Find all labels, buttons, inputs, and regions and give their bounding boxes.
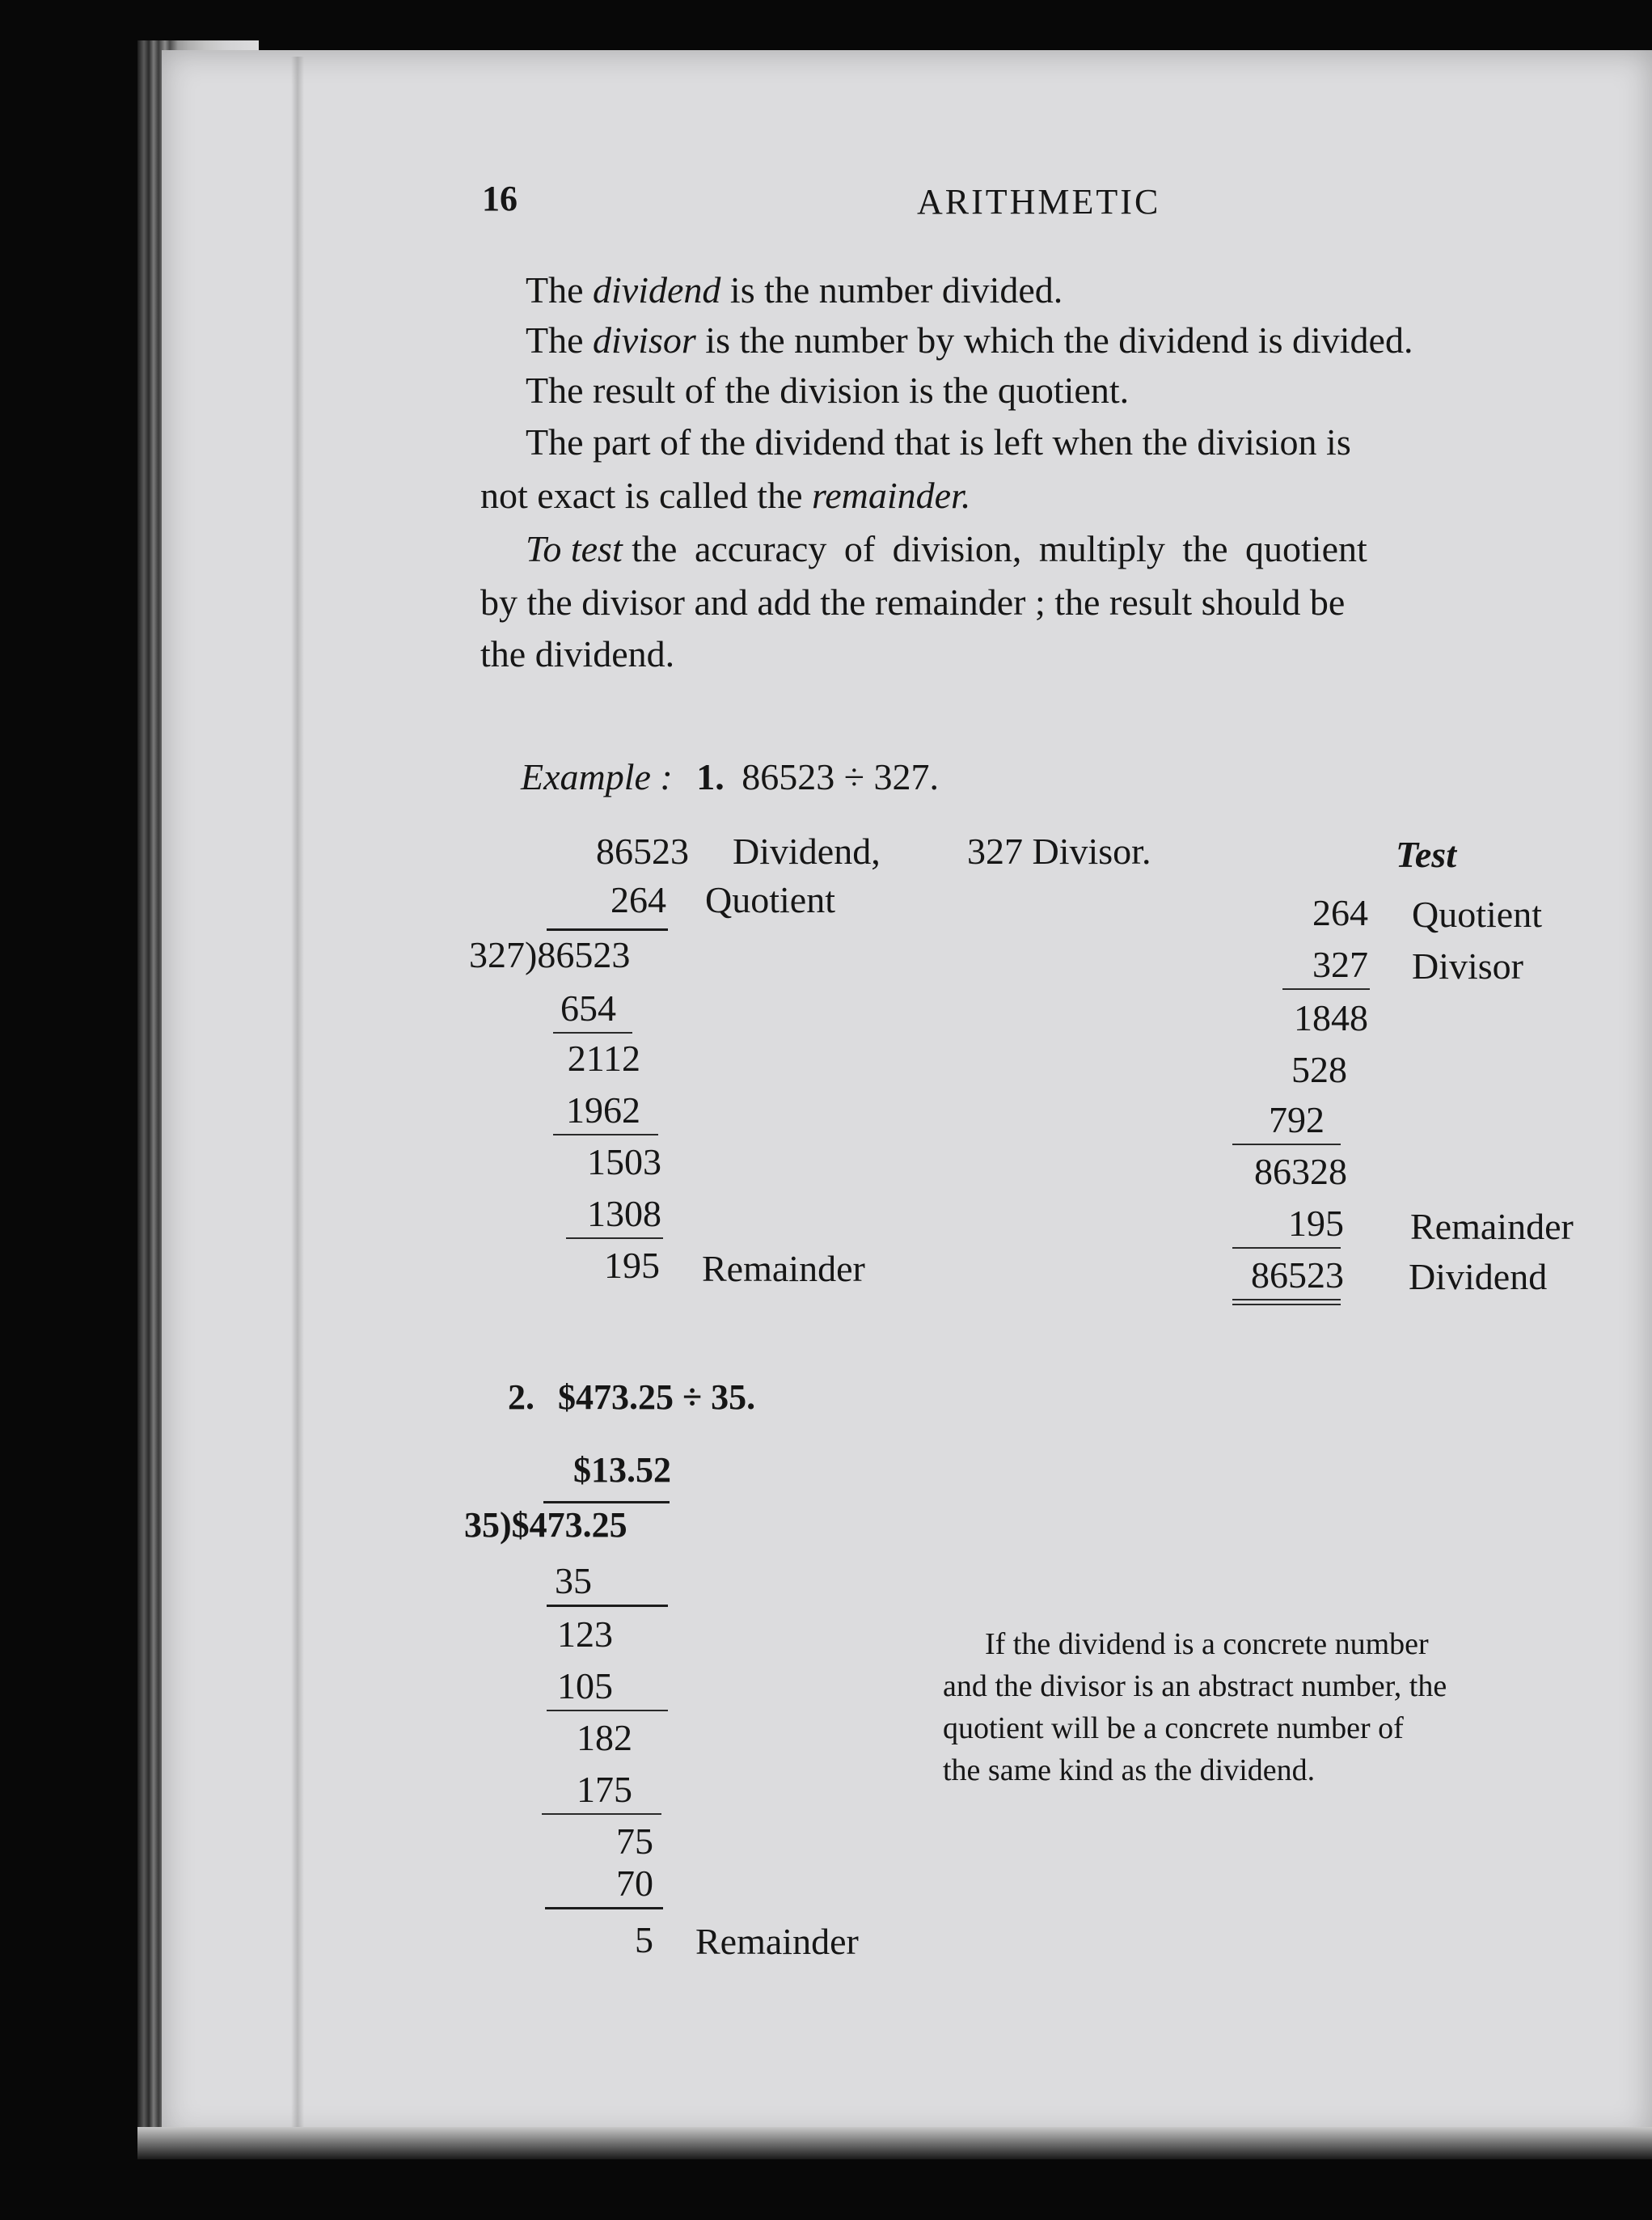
test-rule — [1282, 988, 1370, 990]
step-rule — [547, 1605, 668, 1607]
test-quotient-label: Quotient — [1412, 894, 1542, 935]
example-2-divisor: 35 — [464, 1505, 500, 1545]
test-rule-line-1 — [526, 528, 1367, 569]
divisor-definition-rest: is the number by which the dividend is divided. — [705, 319, 1413, 361]
example-2-long-division-line — [464, 1507, 627, 1543]
dividend-definition-lead: The — [526, 269, 584, 311]
test-double-rule — [1232, 1304, 1341, 1305]
test-rule-line-2: by the divisor and add the remainder ; the result should be — [480, 581, 1346, 623]
divisor-definition-lead: The — [526, 319, 584, 361]
quotient-value: 264 — [611, 879, 666, 920]
test-divisor-value: 327 — [1312, 944, 1368, 985]
intro-divisor: 327 Divisor. — [967, 831, 1151, 872]
final-remainder-label: Remainder — [702, 1248, 865, 1289]
dividend-definition — [526, 269, 1063, 311]
example-2-quotient: $13.52 — [573, 1450, 671, 1490]
long-division-line — [469, 934, 631, 975]
running-title: ARITHMETIC — [917, 182, 1161, 222]
test-remainder-label: Remainder — [1410, 1206, 1574, 1247]
test-rule — [1232, 1247, 1341, 1249]
step-rule — [553, 1134, 658, 1135]
division-bracket: ) — [525, 934, 538, 975]
example-2-remainder-value: 5 — [635, 1919, 653, 1960]
division-bracket: ) — [500, 1505, 512, 1545]
step-rule — [545, 1907, 663, 1909]
step-remainder: 182 — [577, 1717, 632, 1758]
dividend-definition-rest: is the number divided. — [729, 269, 1063, 311]
test-term: To test — [526, 528, 623, 569]
example-1-number: 1. — [696, 756, 725, 797]
example-1-problem: 86523 ÷ 327. — [741, 756, 940, 797]
example-2-number: 2. — [508, 1377, 534, 1417]
test-partial-product: 1848 — [1294, 997, 1368, 1038]
example-2-problem: $473.25 ÷ 35. — [558, 1377, 756, 1417]
remainder-term: remainder. — [812, 475, 971, 516]
divisor-definition — [526, 319, 1413, 361]
page-bottom-edge — [137, 2127, 1652, 2159]
step-remainder: 75 — [616, 1820, 653, 1862]
example-2-dividend: $473.25 — [511, 1505, 627, 1545]
step-rule — [553, 1032, 632, 1034]
test-partial-product: 528 — [1291, 1049, 1347, 1090]
test-remainder-value: 195 — [1288, 1203, 1344, 1244]
book-page — [162, 50, 1652, 2139]
step-subtrahend: 105 — [557, 1665, 613, 1706]
dividend-value: 86523 — [537, 934, 631, 975]
test-rule — [1232, 1144, 1341, 1145]
step-subtrahend: 70 — [616, 1863, 653, 1904]
division-bar — [547, 928, 668, 931]
test-rule-text: the accuracy of division, multiply the quotient — [632, 528, 1367, 569]
test-rule-line-3: the dividend. — [480, 633, 675, 674]
test-partial-product: 792 — [1269, 1099, 1325, 1140]
example-label: Example : — [521, 756, 673, 797]
final-remainder-value: 195 — [604, 1245, 660, 1286]
divisor-term: divisor — [593, 319, 696, 361]
note-line: the same kind as the dividend. — [943, 1753, 1316, 1787]
test-dividend-value: 86523 — [1251, 1254, 1344, 1296]
intro-dividend-value: 86523 — [596, 831, 689, 872]
step-rule — [566, 1237, 663, 1239]
step-subtrahend: 654 — [560, 987, 616, 1029]
step-rule — [547, 1710, 668, 1711]
test-double-rule — [1232, 1299, 1341, 1300]
page-number: 16 — [482, 179, 518, 218]
test-title: Test — [1396, 834, 1456, 875]
example-2-division-bar — [543, 1501, 670, 1503]
note-line: quotient will be a concrete number of — [943, 1711, 1404, 1745]
quotient-label: Quotient — [705, 879, 835, 920]
remainder-definition-lead: not exact is called the — [480, 475, 803, 516]
step-subtrahend: 175 — [577, 1769, 632, 1810]
quotient-definition: The result of the division is the quotient. — [526, 370, 1130, 411]
step-remainder: 1503 — [587, 1141, 661, 1182]
note-line: and the divisor is an abstract number, the — [943, 1669, 1447, 1703]
divisor-value: 327 — [469, 934, 525, 975]
step-subtrahend: 1308 — [587, 1193, 661, 1234]
remainder-definition-text: The part of the dividend that is left when the division is — [526, 421, 1351, 463]
step-remainder: 2112 — [567, 1038, 640, 1079]
step-subtrahend: 1962 — [566, 1089, 640, 1131]
example-2-heading — [508, 1377, 756, 1417]
example-1-heading — [521, 756, 940, 797]
test-dividend-label: Dividend — [1409, 1256, 1548, 1297]
example-2-remainder-label: Remainder — [695, 1921, 859, 1962]
test-divisor-label: Divisor — [1412, 945, 1523, 987]
step-subtrahend: 35 — [555, 1560, 592, 1601]
intro-dividend-label: Dividend, — [733, 831, 881, 872]
test-sum: 86328 — [1254, 1151, 1347, 1192]
note-line: If the dividend is a concrete number — [985, 1627, 1429, 1661]
step-remainder: 123 — [557, 1613, 613, 1655]
dividend-term: dividend — [593, 269, 721, 311]
test-quotient-value: 264 — [1312, 892, 1368, 933]
remainder-definition-line-2 — [480, 477, 970, 514]
step-rule — [542, 1813, 661, 1815]
binding-shadow — [291, 57, 304, 2127]
remainder-definition-line-1 — [526, 421, 1630, 463]
